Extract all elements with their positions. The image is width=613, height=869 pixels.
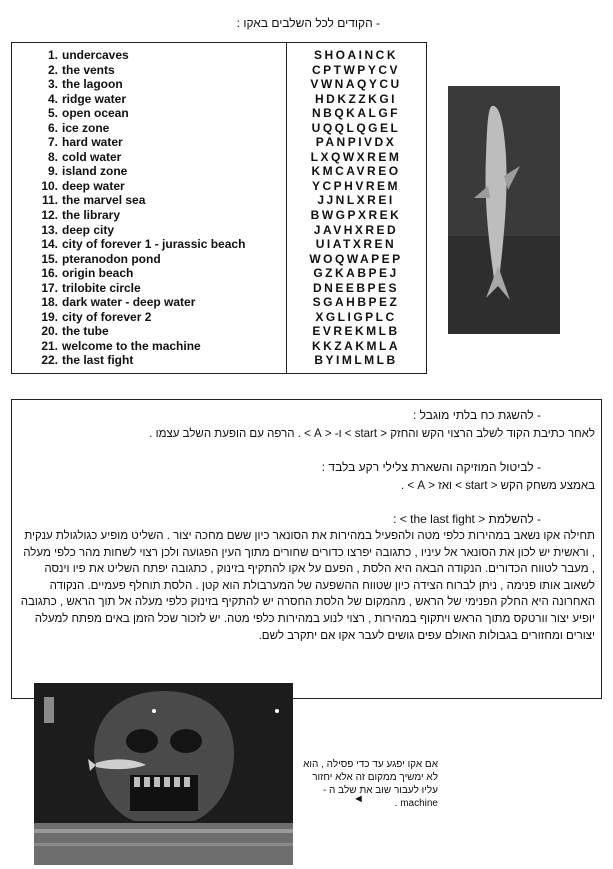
level-number: 8. (47, 149, 58, 164)
level-row (12, 310, 282, 325)
level-row (12, 324, 282, 339)
level-name: the tube (62, 324, 109, 339)
level-number: 2. (47, 62, 58, 77)
level-code: XGLIGPLC (315, 309, 397, 324)
level-row (12, 179, 282, 194)
level-row (12, 121, 282, 136)
level-number: 16. (41, 266, 58, 281)
level-row (12, 150, 282, 165)
level-code: SGAHBPEZ (312, 295, 400, 310)
level-name: the last fight (62, 353, 134, 368)
level-code: KKZAKMLA (312, 338, 400, 353)
level-name: city of forever 2 (62, 309, 152, 324)
level-number: 21. (41, 338, 58, 353)
password-codes-column (290, 48, 422, 368)
level-name: undercaves (62, 48, 129, 62)
level-row (12, 77, 282, 92)
level-name: ridge water (62, 91, 127, 106)
level-number: 7. (47, 135, 58, 150)
level-name: ice zone (62, 120, 110, 135)
level-number: 4. (47, 91, 58, 106)
level-name: open ocean (62, 106, 129, 121)
pointer-arrow-icon: ◄ (353, 793, 364, 805)
level-codes-table (11, 42, 427, 374)
level-name: dark water - deep water (62, 295, 196, 310)
level-number: 22. (41, 353, 58, 368)
level-number: 5. (47, 106, 58, 121)
level-number: 3. (47, 77, 58, 92)
level-number: 18. (41, 295, 58, 310)
level-number: 20. (41, 324, 58, 339)
level-name: city of forever 1 - jurassic beach (62, 237, 246, 252)
music-off-body: באמצע משחק הקש < start > ואז < A > . (401, 480, 595, 492)
level-name: the marvel sea (62, 193, 146, 208)
level-number: 10. (41, 178, 58, 193)
level-row (12, 266, 282, 281)
level-row (12, 164, 282, 179)
level-name: welcome to the machine (62, 338, 201, 353)
level-code: EVREKMLB (312, 324, 400, 339)
level-code: GZKABPEJ (313, 266, 399, 281)
level-code: CPTWPYCV (311, 62, 400, 77)
level-row (12, 223, 282, 238)
level-code: VWNAQYCU (310, 77, 402, 92)
level-row (12, 92, 282, 107)
invincibility-body: לאחר כתיבת הקוד לשלב הרצוי הקש והחזק < start > ו- < A > . הרפה עם הופעת השלב עצמו . (149, 428, 595, 440)
last-fight-body: תחילה אקו נשאב במהירות כלפי מטה ולהפעיל במהירות את הסונאר כיון ששם מחכה יצור . השליט מופיע כגולגולת ענקית , וראשית יש לכון את הסונאר אל עיניו , כתגובה יפרצו כדורים שחורים מתוך העין הפגועה ולכן רצוי לשחות מהר כלפי מעלה , מעבר לטווח הכדורים. הנקודה הבאה היא הלסת , הפעם על אקו להתקיף בזינוק , כתגובה יפתח השליט את פיו וינסה לשאוב אותו פנימה , ניתן לברוח הצידה כיון שטווח ההשפעה של המערבולת הוא קטן . הלסת תוחלף פעמיים. הנקודה האחרונה היא החלק הפנימי של הראש , מהמקום של הלסת החסרה יש להתקיף בזינוק כלפי מעלה אל תוך הראש , כתגובה יופיע יצור וורטקס מתוך הראש ויתקוף במהירות , רצוי לנוע במהירות כלפי מטה. יש לזכור שכל הזמן באים מפתח למעלה יצורים ומחזורים בגבולות האולם עפים גושים לעבר אקו אם יתקרב לשם. (20, 530, 595, 642)
level-code: UIATXREN (315, 237, 397, 252)
level-code: WOQWAPEP (309, 251, 403, 266)
level-number: 17. (41, 280, 58, 295)
caption-text: אם אקו יפגע עד כדי פסילה , הוא לא ימשיך ממקום זה אלא יחזור עליו לעבור שוב את שלב ה - (303, 759, 438, 796)
level-name: pteranodon pond (62, 251, 161, 266)
level-row (12, 281, 282, 296)
level-name: origin beach (62, 266, 134, 281)
game-screenshot (34, 683, 293, 865)
caption-machine: machine . (394, 798, 438, 809)
level-name: the library (62, 208, 121, 223)
level-number: 11. (41, 193, 58, 208)
level-number: 9. (47, 164, 58, 179)
level-name: hard water (62, 135, 123, 150)
level-row (12, 353, 282, 368)
level-row (12, 252, 282, 267)
level-code: NBQKALGF (312, 106, 400, 121)
level-code: UQQLQGEL (311, 120, 401, 135)
level-code: PANPIVDX (315, 135, 397, 150)
level-code: KMCAVREO (311, 164, 401, 179)
level-number: 14. (41, 237, 58, 252)
level-row (12, 48, 282, 63)
level-code: LXQWXREM (310, 149, 402, 164)
level-name: trilobite circle (62, 280, 141, 295)
level-row (12, 193, 282, 208)
dolphin-photo (448, 86, 560, 334)
level-number: 13. (41, 222, 58, 237)
table-divider (286, 43, 287, 373)
level-number: 12. (41, 208, 58, 223)
level-name: the vents (62, 62, 115, 77)
level-code: JAVHXRED (313, 222, 399, 237)
invincibility-title: - להשגת כח בלתי מוגבל : (413, 408, 541, 422)
level-row (12, 208, 282, 223)
level-code: HDKZZKGI (315, 91, 397, 106)
level-name: the lagoon (62, 77, 123, 92)
level-row (12, 237, 282, 252)
music-off-title: - לביטול המוזיקה והשארת צלילי רקע בלבד : (321, 460, 541, 474)
level-names-column (12, 48, 282, 368)
level-name: cold water (62, 149, 122, 164)
level-row (12, 135, 282, 150)
level-row (12, 295, 282, 310)
level-code: BWGPXREK (310, 208, 402, 223)
level-row (12, 339, 282, 354)
instructions-box (11, 399, 602, 699)
level-row (12, 63, 282, 78)
level-number: 6. (47, 120, 58, 135)
level-number: 19. (41, 309, 58, 324)
level-name: island zone (62, 164, 128, 179)
level-code: SHOAINCK (313, 48, 398, 62)
level-number: 1. (47, 48, 58, 62)
last-fight-title: - להשלמת < the last fight > : (393, 512, 541, 526)
level-code: YCPHVREM (311, 178, 400, 193)
level-name: deep city (62, 222, 115, 237)
page-heading: - הקודים לכל השלבים באקו : (236, 16, 380, 30)
level-row (12, 106, 282, 121)
level-code: JJNLXREI (317, 193, 395, 208)
level-code: BYIMLMLB (314, 353, 398, 368)
level-code: DNEEBPES (312, 280, 400, 295)
level-number: 15. (41, 251, 58, 266)
caption (303, 758, 438, 810)
level-name: deep water (62, 178, 125, 193)
